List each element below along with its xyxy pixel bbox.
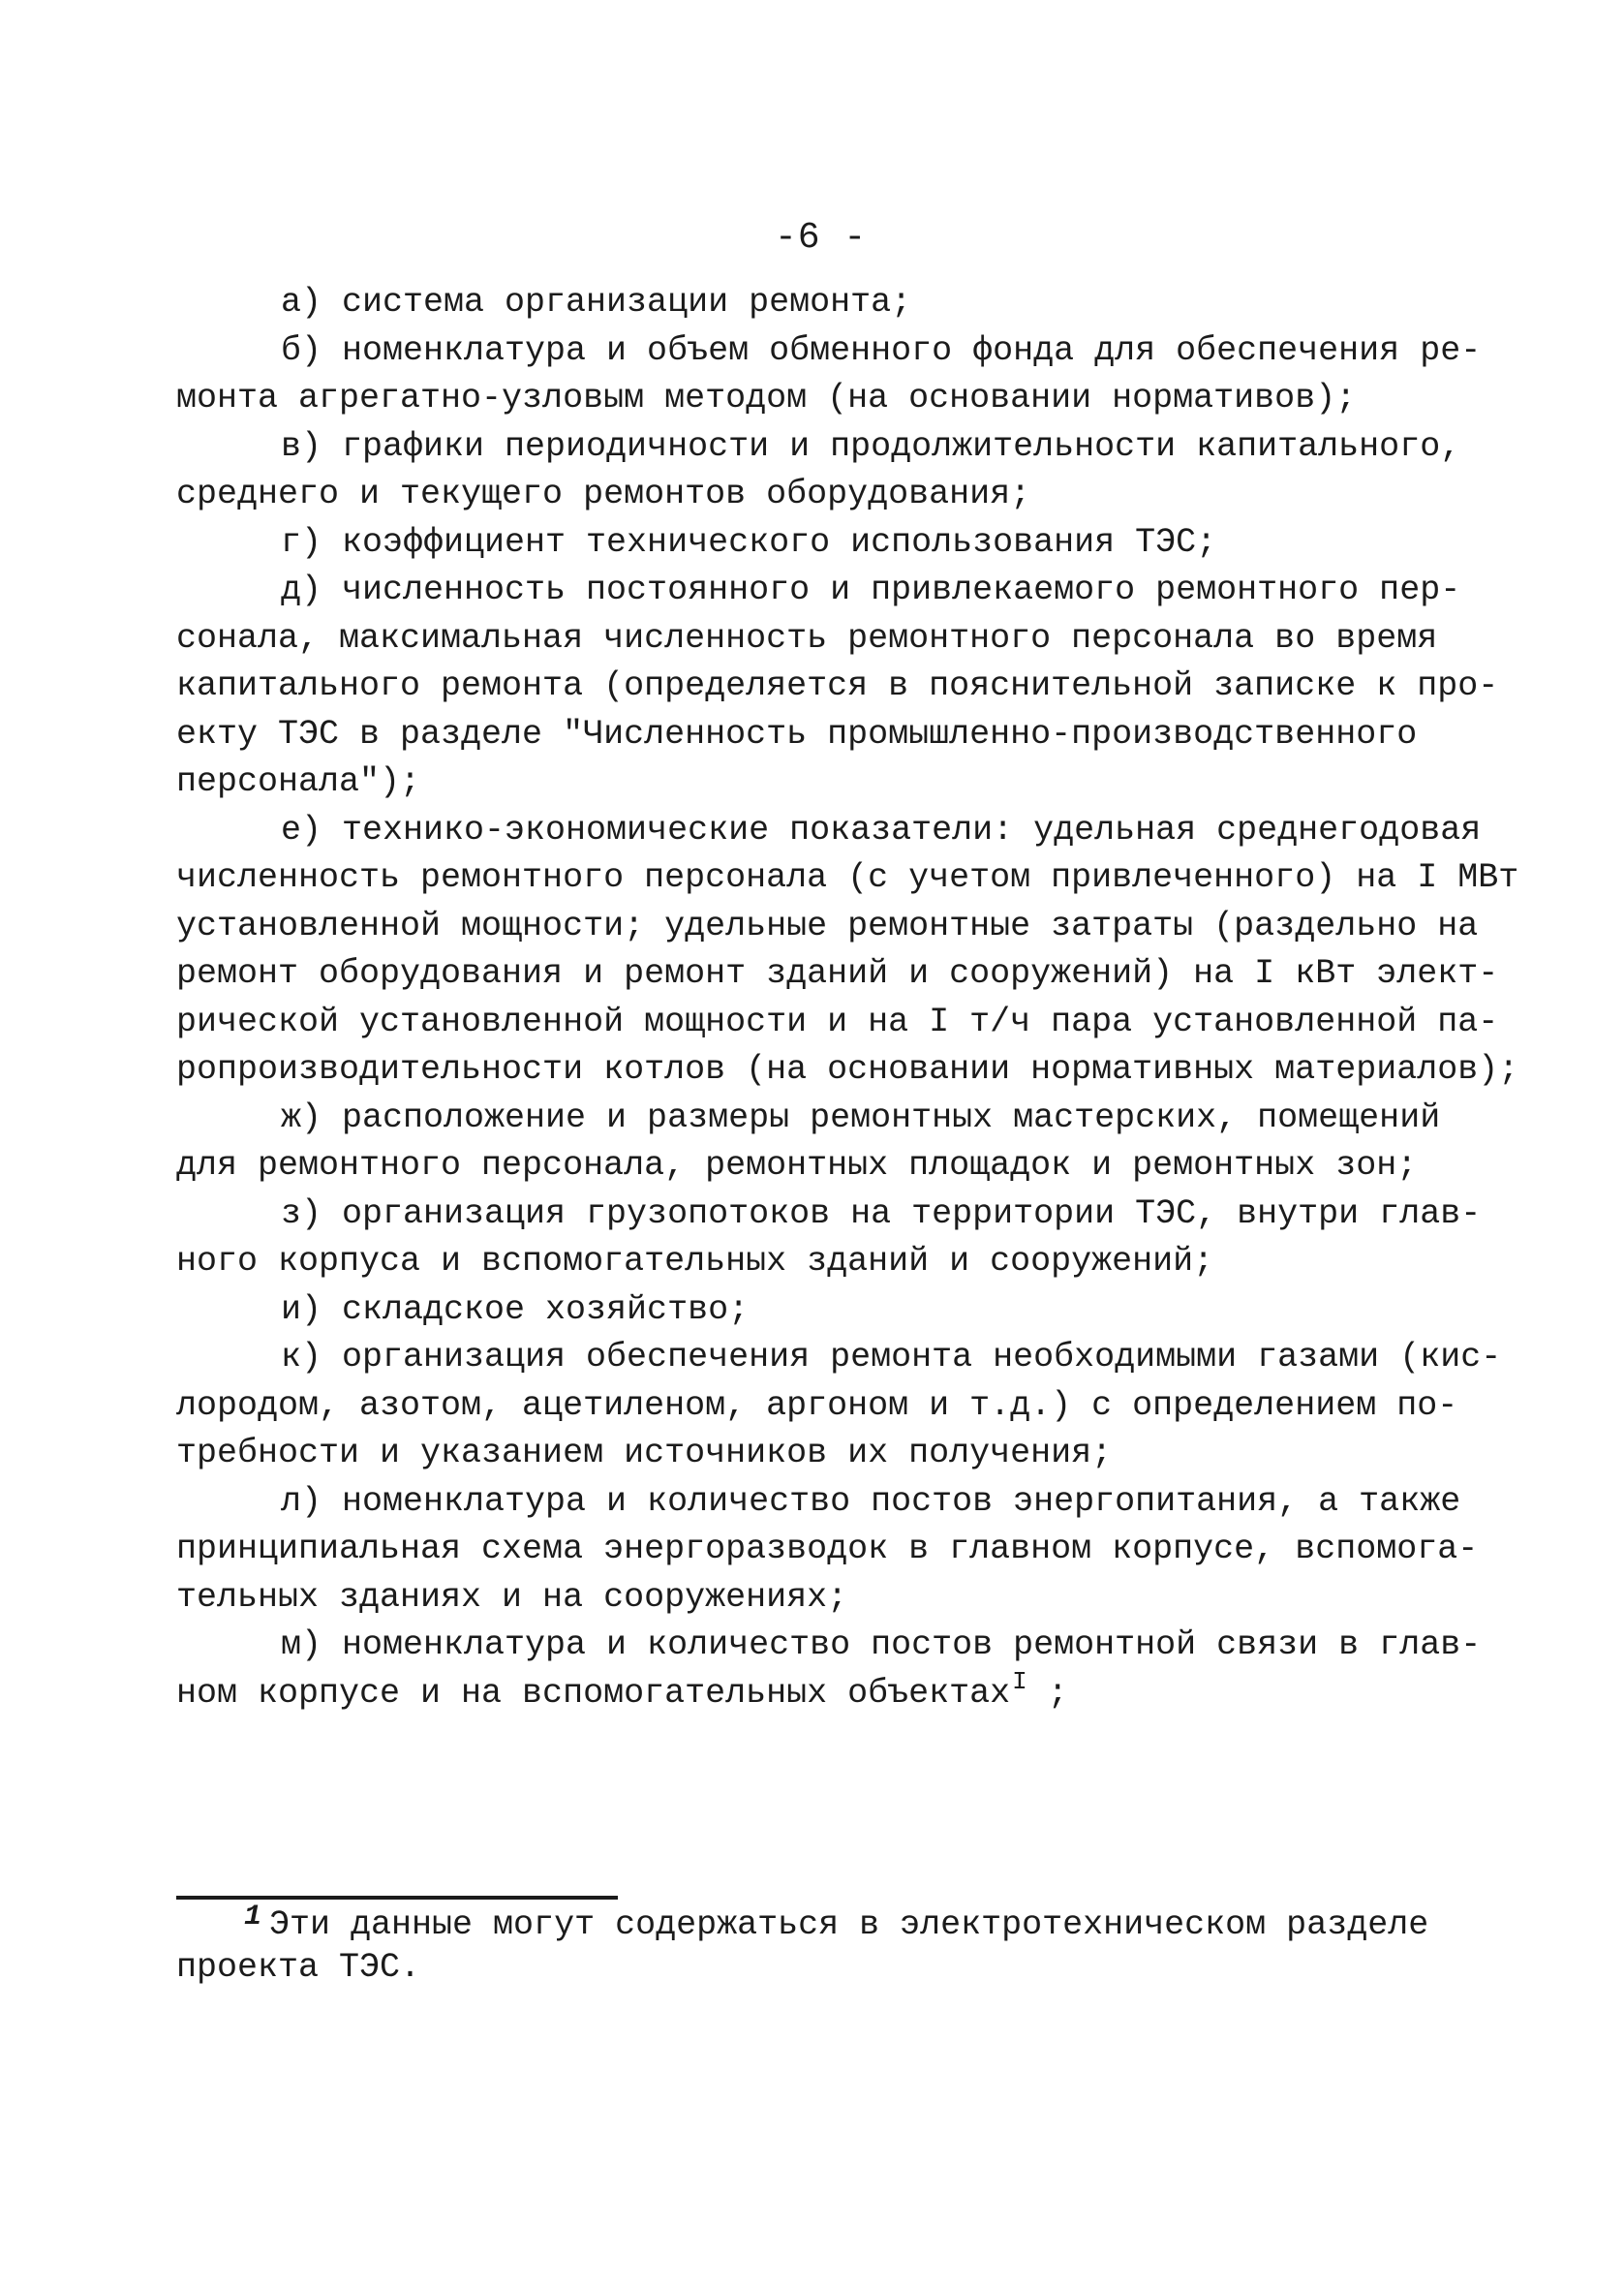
text-line: д) численность постоянного и привлекаемого ремонтного пер- — [281, 571, 1461, 609]
text-line: екту ТЭС в разделе "Численность промышленно-производственного — [176, 714, 1418, 754]
paragraph — [176, 1334, 1502, 1478]
line-tail: ; — [1026, 1673, 1068, 1713]
paragraph — [176, 327, 1482, 423]
text-line: з) организация грузопотоков на территории ТЭС, внутри глав- — [281, 1193, 1482, 1233]
paragraph — [176, 567, 1499, 807]
body-text — [176, 279, 1519, 1717]
text-line: м) номенклатура и количество постов ремонтной связи в глав- — [281, 1625, 1482, 1664]
text-line: тельных зданиях и на сооружениях; — [176, 1577, 848, 1617]
page-number: -6 - — [775, 217, 868, 259]
paragraph — [176, 519, 1474, 568]
text-line: принципиальная схема энергоразводок в главном корпусе, вспомога- — [176, 1530, 1479, 1568]
text-line: и) складское хозяйство; — [281, 1289, 750, 1329]
text-line: ропроизводительности котлов (на основании нормативных материалов); — [176, 1050, 1519, 1089]
text-line: численность ремонтного персонала (с учетом привлеченного) на I МВт — [176, 858, 1519, 897]
text-line: ремонт оборудования и ремонт зданий и сооружений) на I кВт элект- — [176, 954, 1499, 993]
text-line: персонала"); — [176, 762, 421, 801]
text-line: монта агрегатно-узловым методом (на основании нормативов); — [176, 379, 1357, 418]
text-line: капитального ремонта (определяется в пояснительной записке к про- — [176, 666, 1499, 705]
paragraph — [176, 1478, 1479, 1623]
text-line: требности и указанием источников их получения; — [176, 1434, 1113, 1472]
text-line: для ремонтного персонала, ремонтных площадок и ремонтных зон; — [176, 1146, 1418, 1185]
paragraph — [176, 807, 1519, 1095]
text-line: ного корпуса и вспомогательных зданий и сооружений; — [176, 1242, 1214, 1281]
text-line: рической установленной мощности и на I т/ч пара установленной па- — [176, 1002, 1499, 1041]
paragraph — [176, 1191, 1482, 1286]
text-line: ж) расположение и размеры ремонтных мастерских, помещений — [281, 1098, 1441, 1137]
text-line: среднего и текущего ремонтов оборудования; — [176, 475, 1031, 513]
footnote-marker: 1 — [244, 1901, 262, 1933]
text-line — [176, 1666, 1474, 1718]
text-line: лородом, азотом, ацетиленом, аргоном и т.д.) с определением по- — [176, 1385, 1458, 1425]
text-line: в) графики периодичности и продолжительности капитального, — [281, 426, 1461, 466]
paragraph — [176, 279, 1474, 327]
text-line: установленной мощности; удельные ремонтные затраты (раздельно на — [176, 906, 1479, 945]
paragraph — [176, 1095, 1474, 1191]
text-line: сонала, максимальная численность ремонтного персонала во время — [176, 618, 1438, 658]
text-line: г) коэффициент технического использования ТЭС; — [281, 522, 1217, 562]
footnote-separator — [176, 1896, 618, 1900]
text-line: е) технико-экономические показатели: удельная среднегодовая — [281, 810, 1482, 850]
text-line: к) организация обеспечения ремонта необходимыми газами (кис- — [281, 1338, 1502, 1376]
footnote-text: Эти данные могут содержаться в электротехническом разделе — [269, 1905, 1429, 1944]
footnote-reference: I — [1012, 1666, 1027, 1696]
paragraph — [176, 1286, 1474, 1335]
footnote-line: проекта ТЭС. — [176, 1948, 421, 1987]
text-line: б) номенклатура и объем обменного фонда для обеспечения ре- — [281, 330, 1482, 370]
footnote — [176, 1901, 1474, 1988]
text-line-content: ном корпусе и на вспомогательных объектах — [176, 1673, 1011, 1713]
paragraph — [176, 1622, 1482, 1717]
text-line: а) система организации ремонта; — [281, 283, 912, 322]
paragraph — [176, 423, 1474, 519]
text-line: л) номенклатура и количество постов энергопитания, а также — [281, 1481, 1461, 1521]
footnote-line — [176, 1901, 1474, 1947]
